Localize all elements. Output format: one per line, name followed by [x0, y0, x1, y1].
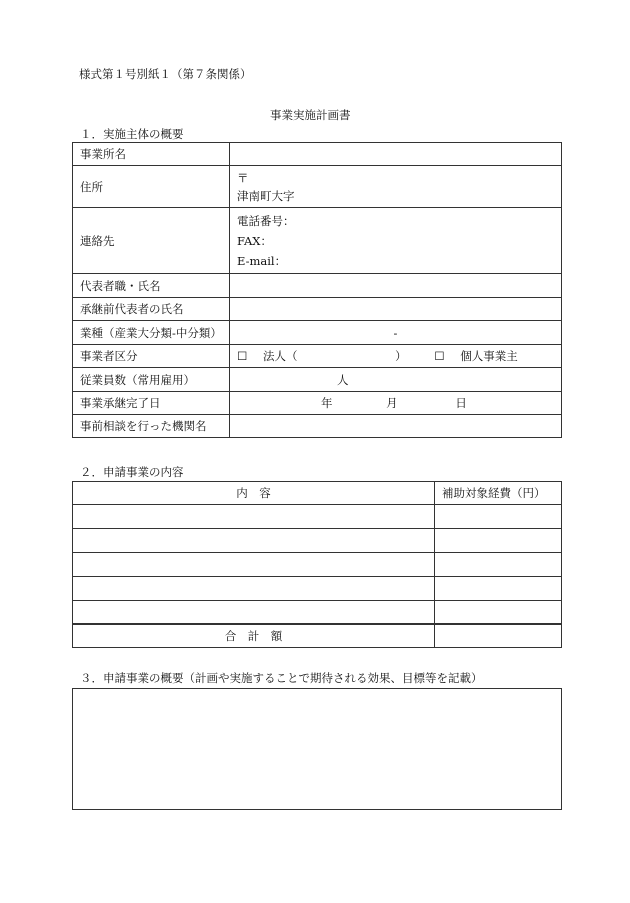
cost-cell[interactable] [435, 505, 562, 529]
consult-org-label: 事前相談を行った機関名 [73, 415, 230, 438]
table-row [73, 505, 562, 529]
row-consult-org [73, 415, 562, 438]
table-row [73, 553, 562, 577]
cost-cell[interactable] [435, 553, 562, 577]
table-row [73, 577, 562, 601]
document-title: 事業実施計画書 [270, 108, 351, 122]
row-industry [73, 321, 562, 345]
total-label: 合 計 額 [73, 624, 435, 648]
organization-overview-table [72, 142, 562, 438]
employees-field[interactable] [230, 368, 562, 392]
sole-proprietor-label: 個人事業主 [460, 349, 518, 363]
overview-textbox[interactable] [72, 688, 562, 810]
row-contact [73, 208, 562, 274]
industry-separator: - [393, 325, 398, 340]
contact-field[interactable] [230, 208, 562, 274]
prev-representative-field[interactable] [230, 298, 562, 321]
business-type-label: 事業者区分 [73, 345, 230, 368]
corporation-close: ） [395, 349, 407, 363]
header-row [73, 482, 562, 505]
sole-proprietor-checkbox[interactable]: ☐ [434, 349, 445, 363]
year-unit: 年 [321, 396, 333, 410]
content-cell[interactable] [73, 553, 435, 577]
row-business-name [73, 143, 562, 166]
row-employees [73, 368, 562, 392]
content-header: 内 容 [73, 482, 435, 505]
total-row [73, 624, 562, 648]
content-cell[interactable] [73, 529, 435, 553]
completion-date-label: 事業承継完了日 [73, 392, 230, 415]
industry-field[interactable] [230, 321, 562, 345]
representative-field[interactable] [230, 274, 562, 298]
cost-header: 補助対象経費（円） [435, 482, 562, 505]
row-address [73, 166, 562, 208]
section3-heading: ３．申請事業の概要（計画や実施することで期待される効果、目標等を記載） [80, 671, 483, 685]
row-completion-date [73, 392, 562, 415]
email-label: E-mail： [237, 253, 287, 268]
business-name-field[interactable] [230, 143, 562, 166]
industry-label: 業種（産業大分類-中分類） [73, 321, 230, 345]
content-cell[interactable] [73, 505, 435, 529]
business-name-label: 事業所名 [73, 143, 230, 166]
section2-heading: ２．申請事業の内容 [80, 465, 184, 479]
cost-cell[interactable] [435, 601, 562, 624]
employees-unit: 人 [337, 372, 349, 387]
address-label: 住所 [73, 166, 230, 208]
phone-label: 電話番号： [237, 213, 295, 228]
prev-representative-label: 承継前代表者の氏名 [73, 298, 230, 321]
application-content-table [72, 481, 562, 648]
total-value[interactable] [435, 624, 562, 648]
employees-label: 従業員数（常用雇用） [73, 368, 230, 392]
consult-org-field[interactable] [230, 415, 562, 438]
corporation-checkbox[interactable]: ☐ [237, 349, 248, 363]
row-business-type [73, 345, 562, 368]
content-cell[interactable] [73, 577, 435, 601]
content-cell[interactable] [73, 601, 435, 624]
row-prev-representative [73, 298, 562, 321]
table-row [73, 601, 562, 624]
month-unit: 月 [386, 396, 398, 410]
row-representative [73, 274, 562, 298]
table-row [73, 529, 562, 553]
town-prefix: 津南町大字 [237, 188, 295, 203]
completion-date-field[interactable] [230, 392, 562, 415]
address-field[interactable] [230, 166, 562, 208]
contact-label: 連絡先 [73, 208, 230, 274]
postal-mark: 〒 [237, 170, 249, 185]
business-type-field [230, 345, 562, 368]
fax-label: FAX： [237, 233, 272, 248]
representative-label: 代表者職・氏名 [73, 274, 230, 298]
corporation-label: 法人（ [262, 349, 298, 363]
cost-cell[interactable] [435, 577, 562, 601]
cost-cell[interactable] [435, 529, 562, 553]
day-unit: 日 [455, 396, 467, 410]
section1-heading: １．実施主体の概要 [80, 127, 184, 141]
form-number: 様式第１号別紙１（第７条関係） [79, 67, 252, 81]
